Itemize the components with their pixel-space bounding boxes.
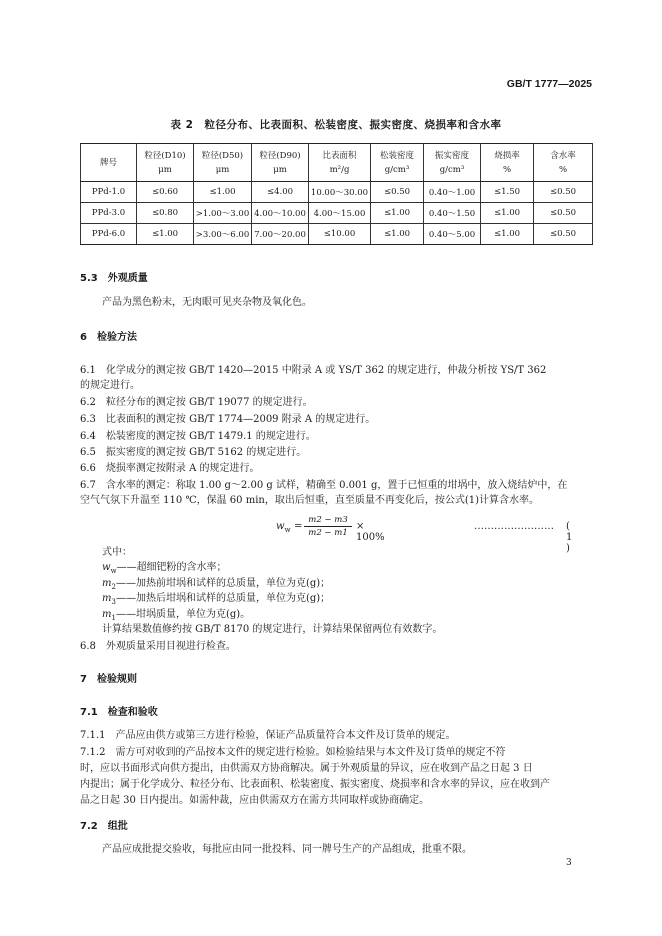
table-header-cell xyxy=(309,144,371,182)
header-label: 粒径(D50) xyxy=(201,150,244,161)
table-cell: ≤0.60 xyxy=(137,182,194,203)
header-label: 比表面积 xyxy=(322,150,357,161)
where-item xyxy=(102,561,227,578)
section-6-7-line1: 6.7 含水率的测定：称取 1.00 g～2.00 g 试样，精确至 0.001 g，置于已恒重的坩埚中，放入烧结炉中，在 xyxy=(80,480,568,491)
table-cell: PPd-3.0 xyxy=(81,203,137,224)
table-cell: ≤1.00 xyxy=(371,224,424,245)
where-note: 计算结果数值修约按 GB/T 8170 的规定进行，计算结果保留两位有效数字。 xyxy=(102,624,443,635)
header-unit: m²/g xyxy=(329,164,350,175)
table-cell: 0.40～1.50 xyxy=(424,203,481,224)
where-item xyxy=(102,577,330,594)
where-subscript: 3 xyxy=(111,598,116,606)
table-row xyxy=(81,182,593,203)
section-7-heading: 7 检验规则 xyxy=(80,674,137,685)
table-cell: ≤1.50 xyxy=(481,182,534,203)
table-header-row xyxy=(81,144,593,182)
section-7-1-2-line3: 内提出；属于化学成分、粒径分布、比表面积、松装密度、振实密度、烧损率和含水率的异议，应在收到产 xyxy=(80,779,550,790)
table-cell: ≤1.00 xyxy=(194,182,252,203)
where-subscript: w xyxy=(110,567,117,575)
table-cell: PPd-1.0 xyxy=(81,182,137,203)
table-cell: >1.00～3.00 xyxy=(194,203,252,224)
section-6-2: 6.2 粒径分布的测定按 GB/T 19077 的规定进行。 xyxy=(80,397,313,408)
formula-fraction: $\frac{m2 - m3}{m2 - m1}$ xyxy=(304,514,352,539)
table-cell: 0.40～5.00 xyxy=(424,224,481,245)
header-label: 振实密度 xyxy=(434,150,469,161)
standard-number: GB/T 1777—2025 xyxy=(506,78,592,90)
header-unit: g/cm³ xyxy=(439,164,465,175)
header-unit: μm xyxy=(215,164,230,175)
section-6-4: 6.4 松装密度的测定按 GB/T 1479.1 的规定进行。 xyxy=(80,431,316,442)
table-cell: 4.00～15.00 xyxy=(309,203,371,224)
section-7-1-1: 7.1.1 产品应由供方或第三方进行检验，保证产品质量符合本文件及订货单的规定。 xyxy=(80,730,456,741)
where-symbol: m xyxy=(102,593,112,604)
document-page: GB/T 1777—2025 表 2 粒径分布、比表面积、松装密度、振实密度、烧损率和含水率 牌号 粒径(D10) μm 粒径(D50) μm 粒径(D90) μm 比表面积 m²/g 松装密度 g/cm³ 振实密度 g/cm³ 烧损率 % 含水率 % PPd-1.0 ≤0.60 ≤1.00 ≤4.00 10.00～30.00 ≤0.50 0.40～1.00 ≤1.50 ≤0.50 PPd-3.0 ≤0.80 >1.00～3.00 4.00～10.00 4.00～15.00 ≤1.00 0.40～1.50 ≤1.00 ≤0.50 PPd-6.0 ≤1.00 >3.00～6.00 7.00～20.00 ≤10.00 ≤1.00 0.40～5.00 ≤1.00 ≤0.50 5.3 外观质量 产品为黑色粉末，无肉眼可见夹杂物及氧化色。 6 检验方法 6.1 化学成分的测定按 GB/T 1420—2015 中附录 A 或 YS/T 362 的规定进行，仲裁分析按 YS/T 362 的规定进行。 6.2 粒径分布的测定按 GB/T 19077 的规定进行。 6.3 比表面积的测定按 GB/T 1774—2009 附录 A 的规定进行。 6.4 松装密度的测定按 GB/T 1479.1 的规定进行。 6.5 振实密度的测定按 GB/T 5162 的规定进行。 6.6 烧损率测定按附录 A 的规定进行。 6.7 含水率的测定：称取 1.00 g～2.00 g 试样，精确至 0.001 g，置于已恒重的坩埚中，放入烧结炉中，在 空气气氛下升温至 110 ℃，保温 60 min，取出后恒重，直至质量不再变化后，按公式(1)计算含水率。 $w_w$ = $\frac{m2 - m3}{m2 - m1}$ × 100% …………………… ( 1 ) 式中： $w_w——$超细钯粉的含水率； $m_2——$加热前坩埚和试样的总质量，单位为克(g)； $m_3——$加热后坩埚和试样的总质量，单位为克(g)； $m_1——$坩埚质量，单位为克(g)。 计算结果数值修约按 GB/T 8170 的规定进行，计算结果保留两位有效数字。 6.8 外观质量采用目视进行检查。 7 检验规则 7.1 检查和验收 7.1.1 产品应由供方或第三方进行检验，保证产品质量符合本文件及订货单的规定。 7.1.2 需方可对收到的产品按本文件的规定进行检验。如检验结果与本文件及订货单的规定不符 时，应以书面形式向供方提出，由供需双方协商解决。属于外观质量的异议，应在收到产品之日起 3 日 内提出；属于化学成分、粒径分布、比表面积、松装密度、振实密度、烧损率和含水率的异议，应在收到产 品之日起 30 日内提出。如需仲裁，应由供需双方在需方共同取样或协商确定。 7.2 组批 产品应成批提交验收，每批应由同一批投料、同一牌号生产的产品组成，批重不限。 3 xyxy=(0,0,662,936)
table-cell: ≤0.50 xyxy=(534,182,593,203)
header-unit: % xyxy=(558,164,568,175)
table-cell: ≤0.50 xyxy=(371,182,424,203)
table-row xyxy=(81,224,593,245)
table-header-cell xyxy=(252,144,309,182)
where-item xyxy=(102,592,330,609)
section-6-3: 6.3 比表面积的测定按 GB/T 1774—2009 附录 A 的规定进行。 xyxy=(80,414,376,425)
section-5-3-heading: 5.3 外观质量 xyxy=(80,273,148,284)
data-table xyxy=(80,143,593,245)
table-header-cell xyxy=(481,144,534,182)
section-7-2-heading: 7.2 组批 xyxy=(80,821,128,832)
where-intro: 式中： xyxy=(102,547,132,558)
table-header-cell xyxy=(194,144,252,182)
table-header-cell xyxy=(534,144,593,182)
header-unit: μm xyxy=(273,164,287,175)
where-description: ——超细钯粉的含水率； xyxy=(116,562,227,573)
section-7-1-2-line4: 品之日起 30 日内提出。如需仲裁，应由供需双方在需方共同取样或协商确定。 xyxy=(80,795,430,806)
where-description: ——坩埚质量，单位为克(g)。 xyxy=(115,608,251,620)
header-label: 粒径(D90) xyxy=(259,150,301,161)
table-cell: ≤0.80 xyxy=(137,203,194,224)
header-label: 粒径(D10) xyxy=(144,150,186,161)
table-row xyxy=(81,203,593,224)
table-cell: ≤10.00 xyxy=(309,224,371,245)
section-7-2-text: 产品应成批提交验收，每批应由同一批投料、同一牌号生产的产品组成，批重不限。 xyxy=(102,844,472,855)
where-item xyxy=(102,608,250,625)
header-label: 烧损率 xyxy=(494,150,520,161)
section-7-1-2-line1: 7.1.2 需方可对收到的产品按本文件的规定进行检验。如检验结果与本文件及订货单的规定不符 xyxy=(80,747,506,758)
where-subscript: 1 xyxy=(111,613,116,622)
section-6-1-line2: 的规定进行。 xyxy=(80,380,140,391)
table-cell: >3.00～6.00 xyxy=(194,224,252,245)
section-6-7-line2: 空气气氛下升温至 110 ℃，保温 60 min，取出后恒重，直至质量不再变化后，按公式(1)计算含水率。 xyxy=(80,495,539,506)
table-cell: 0.40～1.00 xyxy=(424,182,481,203)
table-cell: PPd-6.0 xyxy=(81,224,137,245)
table-header-cell xyxy=(371,144,424,182)
table-cell: ≤1.00 xyxy=(481,224,534,245)
where-subscript: 2 xyxy=(111,582,116,591)
section-5-3-text: 产品为黑色粉末，无肉眼可见夹杂物及氧化色。 xyxy=(102,297,312,308)
section-6-8: 6.8 外观质量采用目视进行检查。 xyxy=(80,641,236,652)
where-symbol: m xyxy=(102,577,112,589)
table-cell: ≤0.50 xyxy=(534,203,593,224)
table-cell: ≤4.00 xyxy=(252,182,309,203)
where-description: ——加热后坩埚和试样的总质量，单位为克(g)； xyxy=(115,593,331,604)
where-description: ——加热前坩埚和试样的总质量，单位为克(g)； xyxy=(115,577,331,589)
section-6-6: 6.6 烧损率测定按附录 A 的规定进行。 xyxy=(80,463,260,474)
table-cell: 4.00～10.00 xyxy=(252,203,309,224)
table-cell: ≤1.00 xyxy=(137,224,194,245)
section-7-1-heading: 7.1 检查和验收 xyxy=(80,707,158,718)
header-unit: g/cm³ xyxy=(384,164,410,175)
table-cell: ≤0.50 xyxy=(534,224,593,245)
header-unit: μm xyxy=(158,164,172,175)
table-cell: 10.00～30.00 xyxy=(309,182,371,203)
header-unit: % xyxy=(502,164,512,175)
table-caption: 表 2 粒径分布、比表面积、松装密度、振实密度、烧损率和含水率 xyxy=(170,119,502,131)
table-cell: 7.00～20.00 xyxy=(252,224,309,245)
where-symbol: w xyxy=(102,562,111,573)
header-label: 松装密度 xyxy=(379,150,414,161)
table-header-cell xyxy=(424,144,481,182)
table-header-cell xyxy=(81,144,137,182)
header-label: 牌号 xyxy=(99,157,117,168)
section-6-5: 6.5 振实密度的测定按 GB/T 5162 的规定进行。 xyxy=(80,447,307,458)
table-cell: ≤1.00 xyxy=(371,203,424,224)
table-body xyxy=(81,182,593,245)
header-label: 含水率 xyxy=(550,150,576,161)
table-header-cell xyxy=(137,144,194,182)
section-7-1-2-line2: 时，应以书面形式向供方提出，由供需双方协商解决。属于外观质量的异议，应在收到产品之日起 3 日 xyxy=(80,763,533,774)
section-6-1-line1: 6.1 化学成分的测定按 GB/T 1420—2015 中附录 A 或 YS/T 362 的规定进行，仲裁分析按 YS/T 362 xyxy=(80,365,547,376)
table-cell: ≤1.00 xyxy=(481,203,534,224)
page-number: 3 xyxy=(566,858,572,868)
where-symbol: m xyxy=(102,608,112,620)
section-6-heading: 6 检验方法 xyxy=(80,332,137,343)
